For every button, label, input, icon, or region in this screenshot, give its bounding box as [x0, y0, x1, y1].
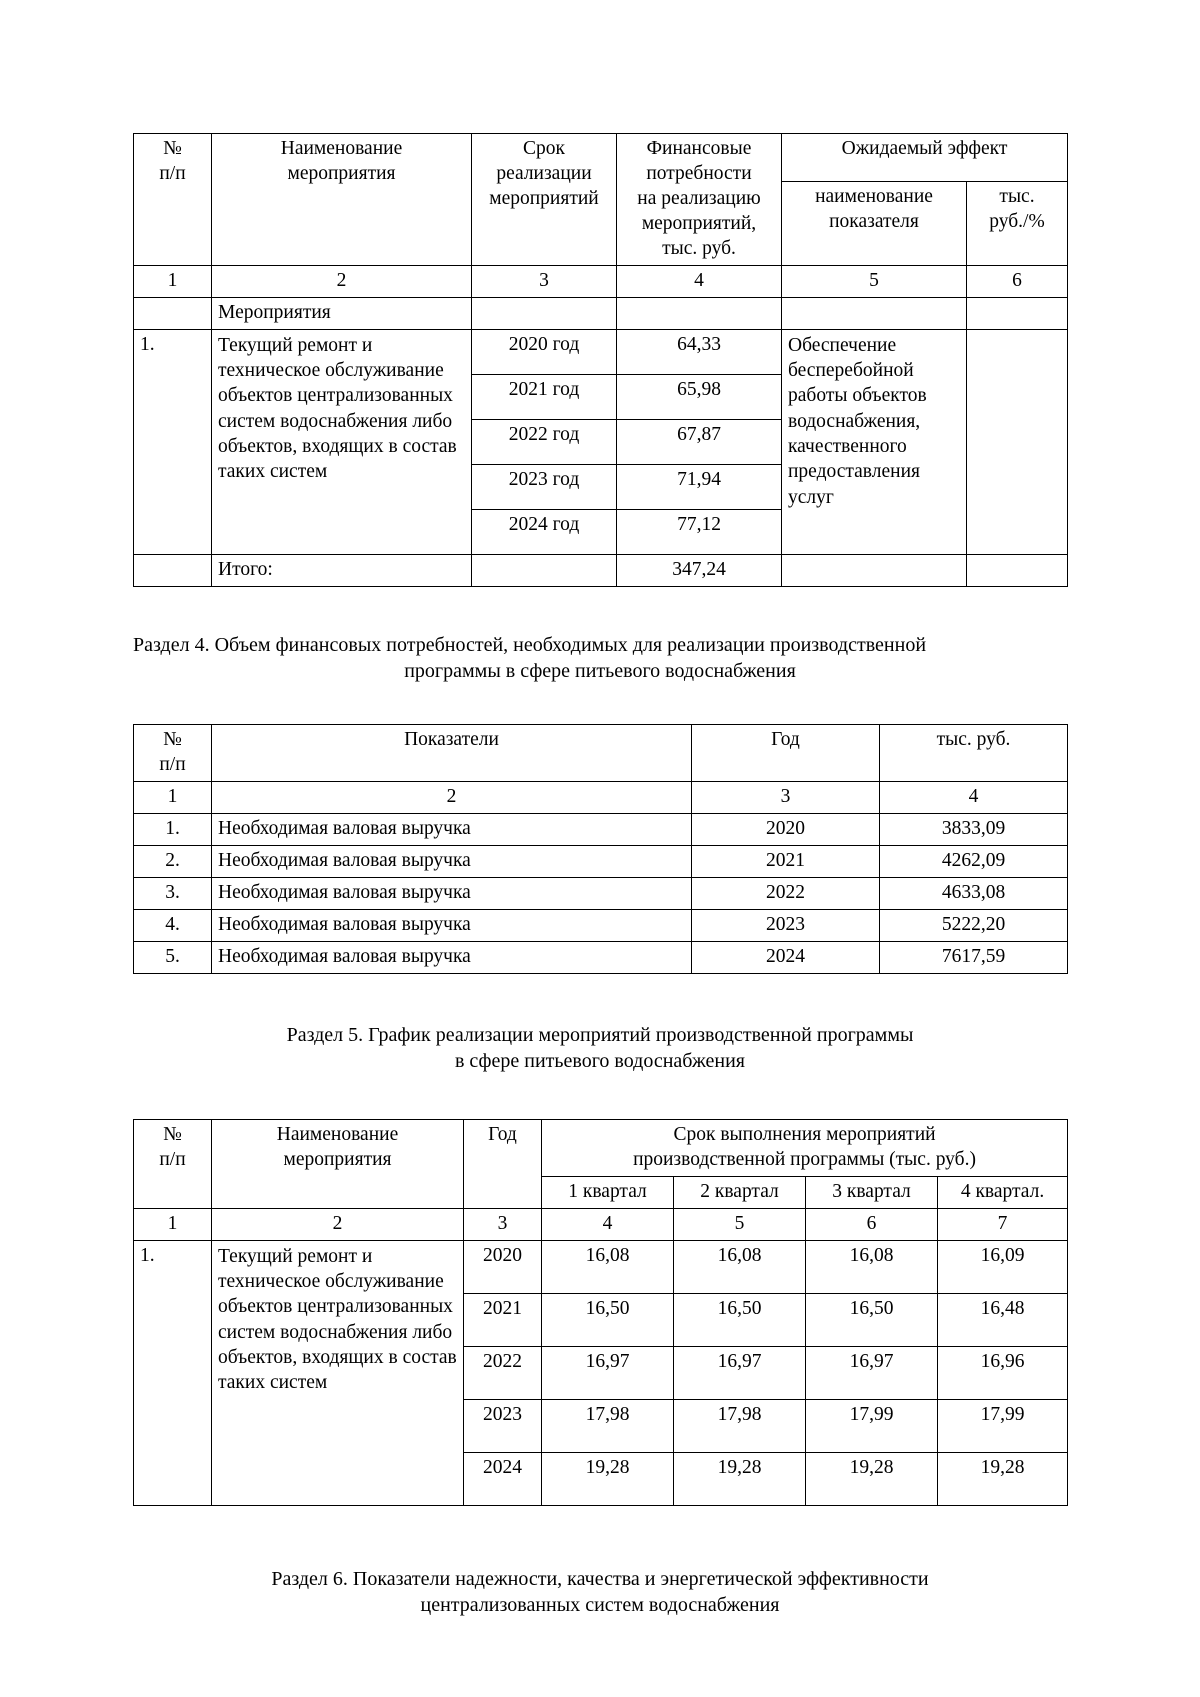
table-row [134, 942, 1068, 974]
row-year: 2021 [464, 1293, 542, 1346]
header-name-line1: Наименование [276, 1123, 399, 1145]
row-q2: 17,98 [674, 1399, 806, 1452]
row-q4: 17,99 [938, 1399, 1068, 1452]
header-cell-term [472, 134, 617, 266]
header-cell-effect-indicator-name [782, 181, 967, 265]
row-year: 2020 [464, 1240, 542, 1293]
total-term [472, 554, 617, 586]
row-year: 2020 [692, 814, 880, 846]
section3-measures-table [133, 133, 1068, 587]
header-name-line2: мероприятия [283, 1148, 392, 1170]
row-number: 3. [134, 878, 212, 910]
table-header-row [134, 134, 1068, 182]
colnum-2: 2 [212, 1208, 464, 1240]
row-year: 2020 год [472, 329, 617, 374]
table-column-numbers-row [134, 782, 1068, 814]
row-amount: 64,33 [617, 329, 782, 374]
table-header-row [134, 1119, 1068, 1176]
row-q1: 16,97 [542, 1346, 674, 1399]
row-amount: 71,94 [617, 464, 782, 509]
row-year: 2024 [692, 942, 880, 974]
item-expected-effect: Обеспечение бесперебойной работы объектов водоснабжения, качественного предоставления услуг [782, 329, 967, 554]
header-cell-term [542, 1119, 1068, 1176]
row-year: 2024 [464, 1452, 542, 1505]
table-row [134, 814, 1068, 846]
item-name: Текущий ремонт и техническое обслуживание объектов централизованных систем водоснабжения либо объектов, входящих в состав таких систем [212, 1240, 464, 1505]
total-row-number [134, 554, 212, 586]
header-cell-year: Год [692, 725, 880, 782]
row-year: 2023 год [472, 464, 617, 509]
section4-revenue-table [133, 724, 1068, 974]
item-number: 1. [134, 329, 212, 554]
table-row [134, 910, 1068, 942]
header-term-line2: производственной программы (тыс. руб.) [633, 1148, 976, 1170]
header-effect-sub2-line1: тыс. [999, 185, 1035, 207]
spacer [133, 1075, 1067, 1119]
colnum-6: 6 [967, 265, 1068, 297]
row-value: 5222,20 [880, 910, 1068, 942]
header-cell-measure-name [212, 134, 472, 266]
header-cell-number [134, 1119, 212, 1208]
section5-heading-line1: Раздел 5. График реализации мероприятий производственной программы [286, 1024, 914, 1047]
spacer [133, 684, 1067, 724]
group-row-label: Мероприятия [212, 297, 472, 329]
group-row-amount [617, 297, 782, 329]
row-value: 4633,08 [880, 878, 1068, 910]
row-year: 2022 год [472, 419, 617, 464]
header-cell-expected-effect: Ожидаемый эффект [782, 134, 1068, 182]
row-year: 2023 [464, 1399, 542, 1452]
header-cell-financial-needs [617, 134, 782, 266]
header-cell-number [134, 725, 212, 782]
section5-heading [133, 1022, 1067, 1075]
row-q3: 16,97 [806, 1346, 938, 1399]
colnum-7: 7 [938, 1208, 1068, 1240]
row-amount: 67,87 [617, 419, 782, 464]
row-number: 2. [134, 846, 212, 878]
header-name-line2: мероприятия [287, 162, 396, 184]
header-number-line2: п/п [159, 162, 186, 184]
row-indicator: Необходимая валовая выручка [212, 878, 692, 910]
header-term-line1: Срок [523, 138, 565, 159]
table-row [134, 878, 1068, 910]
row-q3: 17,99 [806, 1399, 938, 1452]
row-year: 2021 [692, 846, 880, 878]
section4-heading [133, 632, 1067, 685]
header-fin-line4: мероприятий, [641, 212, 757, 234]
row-value: 4262,09 [880, 846, 1068, 878]
colnum-1: 1 [134, 1208, 212, 1240]
total-units [967, 554, 1068, 586]
colnum-6: 6 [806, 1208, 938, 1240]
table-row [134, 329, 1068, 374]
row-indicator: Необходимая валовая выручка [212, 814, 692, 846]
row-amount: 65,98 [617, 374, 782, 419]
header-number-line2: п/п [159, 1148, 186, 1170]
total-effect [782, 554, 967, 586]
group-row-number [134, 297, 212, 329]
total-label: Итого: [212, 554, 472, 586]
header-cell-year: Год [464, 1119, 542, 1208]
colnum-4: 4 [542, 1208, 674, 1240]
row-indicator: Необходимая валовая выручка [212, 942, 692, 974]
header-cell-number [134, 134, 212, 266]
table-group-row [134, 297, 1068, 329]
colnum-2: 2 [212, 782, 692, 814]
section5-heading-line2: в сфере питьевого водоснабжения [454, 1050, 745, 1073]
header-cell-measure-name [212, 1119, 464, 1208]
colnum-3: 3 [692, 782, 880, 814]
colnum-3: 3 [464, 1208, 542, 1240]
row-q1: 19,28 [542, 1452, 674, 1505]
header-fin-line5: тыс. руб. [662, 237, 736, 259]
section5-schedule-table [133, 1119, 1068, 1506]
row-q2: 16,50 [674, 1293, 806, 1346]
table-row [134, 1240, 1068, 1293]
header-number-line1: № [163, 138, 182, 159]
row-q4: 16,09 [938, 1240, 1068, 1293]
row-q1: 16,50 [542, 1293, 674, 1346]
header-effect-sub1-line1: наименование [815, 185, 933, 207]
header-number-line1: № [163, 1123, 182, 1145]
table-total-row [134, 554, 1068, 586]
row-q3: 16,50 [806, 1293, 938, 1346]
header-fin-line2: потребности [646, 162, 752, 184]
row-number: 1. [134, 814, 212, 846]
colnum-5: 5 [782, 265, 967, 297]
header-name-line1: Наименование [280, 138, 403, 159]
group-row-units [967, 297, 1068, 329]
section6-heading-line2: централизованных систем водоснабжения [420, 1594, 780, 1617]
row-q4: 16,48 [938, 1293, 1068, 1346]
header-cell-q3: 3 квартал [806, 1176, 938, 1208]
row-number: 4. [134, 910, 212, 942]
header-cell-effect-units [967, 181, 1068, 265]
header-number-line1: № [163, 729, 182, 751]
row-q3: 16,08 [806, 1240, 938, 1293]
section4-heading-line2: программы в сфере питьевого водоснабжения [404, 660, 796, 683]
row-indicator: Необходимая валовая выручка [212, 846, 692, 878]
row-year: 2022 [692, 878, 880, 910]
row-q3: 19,28 [806, 1452, 938, 1505]
colnum-2: 2 [212, 265, 472, 297]
row-year: 2024 год [472, 509, 617, 554]
header-term-line1: Срок выполнения мероприятий [673, 1123, 936, 1145]
table-row [134, 846, 1068, 878]
header-fin-line3: на реализацию [637, 187, 761, 209]
section6-heading-line1: Раздел 6. Показатели надежности, качества и энергетической эффективности [271, 1567, 929, 1590]
header-cell-q4: 4 квартал. [938, 1176, 1068, 1208]
item-number: 1. [134, 1240, 212, 1505]
header-number-line2: п/п [159, 754, 186, 776]
group-row-effect [782, 297, 967, 329]
row-q1: 17,98 [542, 1399, 674, 1452]
header-cell-indicators: Показатели [212, 725, 692, 782]
total-amount: 347,24 [617, 554, 782, 586]
group-row-term [472, 297, 617, 329]
row-q1: 16,08 [542, 1240, 674, 1293]
row-year: 2021 год [472, 374, 617, 419]
item-name: Текущий ремонт и техническое обслуживание объектов централизованных систем водоснабжения либо объектов, входящих в состав таких систем [212, 329, 472, 554]
header-effect-sub1-line2: показателя [829, 210, 919, 232]
header-term-line3: мероприятий [489, 187, 599, 209]
header-cell-q2: 2 квартал [674, 1176, 806, 1208]
row-q2: 16,97 [674, 1346, 806, 1399]
row-value: 7617,59 [880, 942, 1068, 974]
section4-heading-line1: Раздел 4. Объем финансовых потребностей, необходимых для реализации производственной [133, 633, 927, 656]
item-effect-units [967, 329, 1068, 554]
row-value: 3833,09 [880, 814, 1068, 846]
row-q2: 19,28 [674, 1452, 806, 1505]
row-q4: 16,96 [938, 1346, 1068, 1399]
row-amount: 77,12 [617, 509, 782, 554]
row-q2: 16,08 [674, 1240, 806, 1293]
page-content [133, 133, 1067, 1618]
colnum-3: 3 [472, 265, 617, 297]
header-term-line2: реализации [496, 162, 592, 184]
row-q4: 19,28 [938, 1452, 1068, 1505]
row-indicator: Необходимая валовая выручка [212, 910, 692, 942]
header-cell-thousand-rub: тыс. руб. [880, 725, 1068, 782]
section6-heading [133, 1566, 1067, 1619]
table-column-numbers-row [134, 265, 1068, 297]
colnum-4: 4 [617, 265, 782, 297]
row-number: 5. [134, 942, 212, 974]
header-fin-line1: Финансовые [646, 138, 752, 159]
colnum-5: 5 [674, 1208, 806, 1240]
colnum-4: 4 [880, 782, 1068, 814]
table-header-row [134, 725, 1068, 782]
table-column-numbers-row [134, 1208, 1068, 1240]
colnum-1: 1 [134, 782, 212, 814]
header-effect-sub2-line2: руб./% [989, 210, 1045, 232]
row-year: 2023 [692, 910, 880, 942]
header-cell-q1: 1 квартал [542, 1176, 674, 1208]
row-year: 2022 [464, 1346, 542, 1399]
colnum-1: 1 [134, 265, 212, 297]
